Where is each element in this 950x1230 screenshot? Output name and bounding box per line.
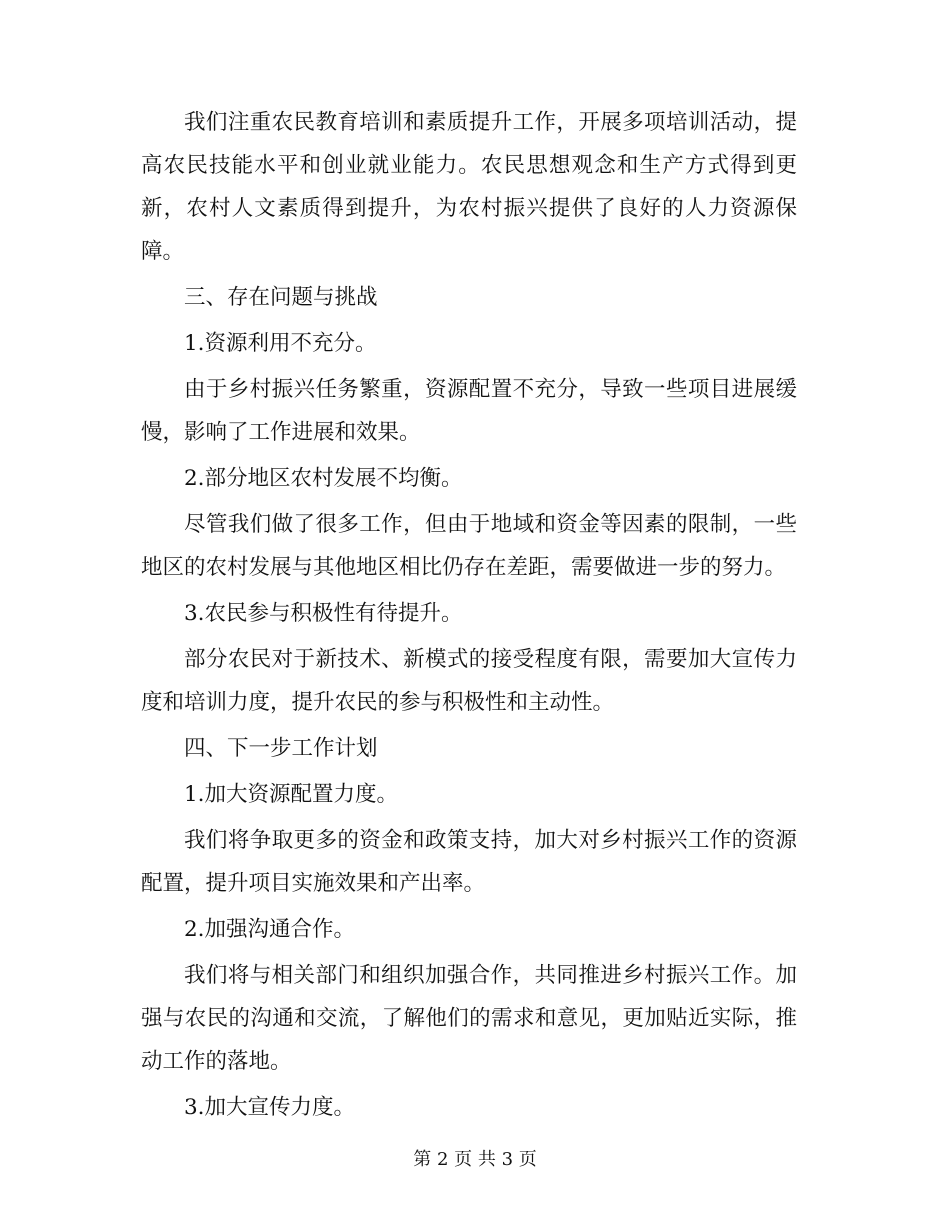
paragraph-resource-allocation: 我们将争取更多的资金和政策支持，加大对乡村振兴工作的资源配置，提升项目实施效果和产出率。 bbox=[141, 828, 797, 896]
paragraph-farmer-participation: 部分农民对于新技术、新模式的接受程度有限，需要加大宣传力度和培训力度，提升农民的参与积极性和主动性。 bbox=[141, 647, 797, 715]
paragraph-communication: 我们将与相关部门和组织加强合作，共同推进乡村振兴工作。加强与农民的沟通和交流，了解他们的需求和意见，更加贴近实际，推动工作的落地。 bbox=[141, 963, 797, 1074]
subheading-resource-usage: 1.资源利用不充分。 bbox=[184, 331, 377, 356]
page-footer: 第 2 页 共 3 页 bbox=[413, 1149, 537, 1170]
subheading-farmer-participation: 3.农民参与积极性有待提升。 bbox=[184, 601, 463, 626]
paragraph-resource-usage: 由于乡村振兴任务繁重，资源配置不充分，导致一些项目进展缓慢，影响了工作进展和效果。 bbox=[141, 377, 797, 445]
subheading-communication: 2.加强沟通合作。 bbox=[184, 917, 356, 942]
section-heading-next-plan: 四、下一步工作计划 bbox=[184, 736, 378, 761]
document-body bbox=[141, 101, 797, 1132]
subheading-resource-allocation: 1.加大资源配置力度。 bbox=[184, 782, 399, 807]
subheading-uneven-development: 2.部分地区农村发展不均衡。 bbox=[184, 466, 463, 491]
section-heading-problems: 三、存在问题与挑战 bbox=[184, 285, 378, 310]
paragraph-uneven-development: 尽管我们做了很多工作，但由于地域和资金等因素的限制，一些地区的农村发展与其他地区相比仍存在差距，需要做进一步的努力。 bbox=[141, 512, 797, 580]
paragraph-training: 我们注重农民教育培训和素质提升工作，开展多项培训活动，提高农民技能水平和创业就业能力。农民思想观念和生产方式得到更新，农村人文素质得到提升，为农村振兴提供了良好的人力资源保障。 bbox=[141, 110, 797, 264]
subheading-publicity: 3.加大宣传力度。 bbox=[184, 1095, 356, 1120]
